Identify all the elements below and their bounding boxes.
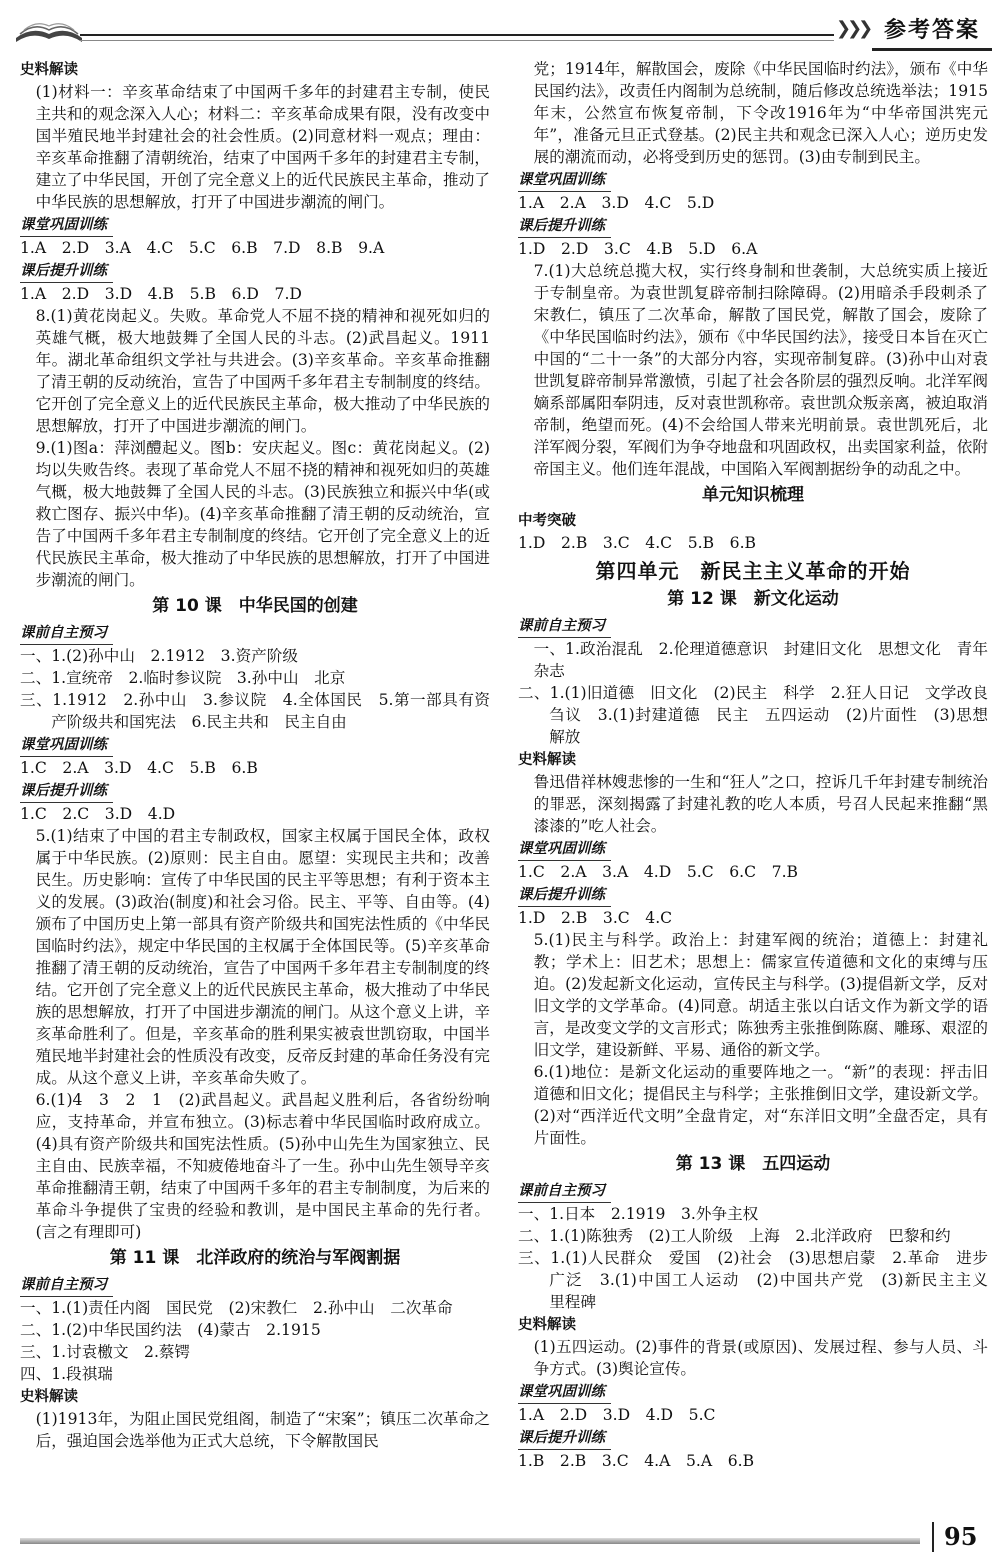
answer-paragraph: 鲁迅借祥林嫂悲惨的一生和“狂人”之口，控诉几千年封建专制统治的罪恶，深刻揭露了封建礼教的吃人本质，号召人民起来推翻“黑漆漆的”吃人社会。 [533,773,988,835]
answer-paragraph: 1.D 2.D 3.C 4.B 5.D 6.A [518,240,758,258]
subsection-heading: 中考突破 [518,513,576,529]
section-heading-row [518,1380,988,1404]
section-heading: 课后提升训练 [518,884,611,907]
answer-paragraph: 7.(1)大总统总揽大权，实行终身制和世袭制，大总统实质上接近于专制皇帝。为袁世凯复辟帝制扫除障碍。(2)用暗杀手段刺杀了宋教仁，镇压了二次革命，解散了国民党，解散了国会，废除了《中华民国临时约法》，颁布《中华民国约法》，接受日本旨在灭亡中国的“二十一条”的大部分内容，实现帝制复辟。(3)孙中山对袁世凯复辟帝制异常激愤，引起了社会各阶层的强烈反响。北洋军阀嫡系部属阳奉阴违，反对袁世凯称帝。袁世凯众叛亲离，被迫取消帝制，绝望而死。(4)不会给国人带来光明前景。袁世凯死后，北洋军阀分裂，军阀们为争夺地盘和巩固政权，出卖国家利益，依附帝国主义。他们连年混战，中国陷入军阀割据纷争的动乱之中。 [533,262,988,478]
answer-paragraph: 党；1914年，解散国会，废除《中华民国临时约法》，颁布《中华民国约法》，改责任内阁制为总统制，随后修改总统选举法；1915年末，公然宣布恢复帝制，下令改1916年为“中华帝国洪宪元年”，准备元旦正式登基。(2)民主共和观念已深入人心；逆历史发展的潮流而动，必将受到历史的惩罚。(3)由专制到民主。 [533,60,988,166]
section-heading-row [518,614,988,638]
section-heading-row [518,1179,988,1203]
header-rule-thin [80,40,834,41]
footer-divider [932,1522,934,1552]
section-heading: 课堂巩固训练 [518,838,611,861]
section-heading: 课堂巩固训练 [20,214,113,237]
section-heading: 课后提升训练 [518,215,611,238]
answer-paragraph: 1.A 2.D 3.D 4.D 5.C [518,1406,716,1424]
lesson-title: 第 11 课 北洋政府的统治与军阀割据 [109,1248,401,1268]
answer-paragraph: 三、1.讨袁檄文 2.蔡锷 [20,1343,191,1361]
section-heading: 课前自主预习 [518,1180,611,1203]
answer-paragraph: 二、1.(1)陈独秀 (2)工人阶级 上海 2.北洋政府 巴黎和约 [518,1227,951,1245]
section-heading-row [518,837,988,861]
answer-paragraph: 1.A 2.D 3.A 4.C 5.C 6.B 7.D 8.B 9.A [20,239,385,257]
subsection-heading: 史料解读 [518,752,576,768]
page-title: 参考答案 [872,14,992,51]
footer-bar [20,1538,920,1544]
answer-paragraph: (1)材料一：辛亥革命结束了中国两千多年的封建君主专制，使民主共和的观念深入人心；材料二：辛亥革命成果有限，没有改变中国半殖民地半封建社会的社会性质。(2)同意材料一观点；理由：辛亥革命推翻了清朝统治，结束了中国两千多年的封建君主专制，建立了中华民国，开创了完全意义上的近代民族民主革命，推动了中华民族的思想解放，打开了中国进步潮流的闸门。 [35,83,490,211]
lesson-title: 第 13 课 五四运动 [675,1154,831,1174]
answer-paragraph: 1.B 2.B 3.C 4.A 5.A 6.B [518,1452,755,1470]
answer-paragraph: (1)五四运动。(2)事件的背景(或原因)、发展过程、参与人员、斗争方式。(3)舆论宣传。 [533,1338,988,1378]
page-number: 95 [944,1522,978,1551]
answer-paragraph: 一、1.日本 2.1919 3.外争主权 [518,1205,759,1223]
section-heading: 课堂巩固训练 [518,1381,611,1404]
answer-paragraph: 5.(1)民主与科学。政治上：封建军阀的统治；道德上：封建礼教；学术上：旧艺术；思想上：儒家宣传道德和文化的束缚与压迫。(2)发起新文化运动，宣传民主与科学。(3)提倡新文学，反对旧文学的文学革命。(4)同意。胡适主张以白话文作为新文学的语言，是改变文学的文言形式；陈独秀主张推倒陈腐、雕琢、艰涩的旧文学，建设新鲜、平易、通俗的新文学。 [533,931,988,1059]
lesson-title: 第 12 课 新文化运动 [667,589,839,609]
section-heading: 课堂巩固训练 [20,734,113,757]
chevron-right-icon: ❯❯❯ [836,18,870,39]
section-heading-row [20,621,490,645]
section-heading-row [518,214,988,238]
section-heading-row [518,883,988,907]
answer-paragraph: 1.D 2.B 3.C 4.C [518,909,673,927]
answer-paragraph: 四、1.段祺瑞 [20,1365,113,1383]
answer-paragraph: 二、1.(1)旧道德 旧文化 (2)民主 科学 2.狂人日记 文学改良刍议 3.(1)封建道德 民主 五四运动 (2)片面性 (3)思想解放 [518,684,988,746]
answer-paragraph: 5.(1)结束了中国的君主专制政权，国家主权属于国民全体，政权属于中华民族。(2)原则：民主自由。愿望：实现民主共和；改善民生。历史影响：宣传了中华民国的民主平等思想；有利于资本主义的发展。(3)政治(制度)和社会习俗。民主、平等、自由等。(4)颁布了中国历史上第一部具有资产阶级共和国宪法性质的《中华民国临时约法》，规定中华民国的主权属于全体国民等。(5)辛亥革命推翻了清王朝的反动统治，宣告了中国两千多年君主专制制度的终结。它开创了完全意义上的近代民族民主革命，极大推动了中华民族的思想解放，打开了中国进步潮流的闸门。从这个意义上讲，辛亥革命胜利了。但是，辛亥革命的胜利果实被袁世凯窃取，中国半殖民地半封建社会的性质没有改变，反帝反封建的革命任务没有完成。从这个意义上讲，辛亥革命失败了。 [35,827,490,1087]
subsection-heading: 史料解读 [518,1317,576,1333]
unit-title: 第四单元 新民主主义革命的开始 [595,559,911,583]
answer-paragraph: 1.C 2.A 3.A 4.D 5.C 6.C 7.B [518,863,798,881]
answer-paragraph: 一、1.(1)责任内阁 国民党 (2)宋教仁 2.孙中山 二次革命 [20,1299,453,1317]
section-heading-row [20,733,490,757]
section-heading: 课前自主预习 [518,615,611,638]
left-column [20,58,490,1452]
section-heading: 课前自主预习 [20,1274,113,1297]
section-heading: 课前自主预习 [20,622,113,645]
answer-paragraph: 1.D 2.B 3.C 4.C 5.B 6.B [518,534,756,552]
section-heading: 课后提升训练 [20,780,113,803]
answer-paragraph: 一、1.(2)孙中山 2.1912 3.资产阶级 [20,647,298,665]
answer-paragraph: 1.A 2.A 3.D 4.C 5.D [518,194,715,212]
answer-paragraph: 1.C 2.C 3.D 4.D [20,805,176,823]
section-heading-row [20,1273,490,1297]
subsection-heading: 史料解读 [20,62,78,78]
answer-paragraph: 6.(1)地位：是新文化运动的重要阵地之一。“新”的表现：抨击旧道德和旧文化；提倡民主与科学；主张推倒旧文学，建设新文学。(2)对“西洋近代文明”全盘肯定，对“东洋旧文明”全盘否定，具有片面性。 [533,1063,988,1147]
section-heading: 课后提升训练 [518,1427,611,1450]
section-heading-row [20,259,490,283]
answer-paragraph: 9.(1)图a：萍浏醴起义。图b：安庆起义。图c：黄花岗起义。(2)均以失败告终。表现了革命党人不屈不挠的精神和视死如归的英雄气概，极大地鼓舞了全国人民的斗志。(3)民族独立和振兴中华(或救亡图存、振兴中华)。(4)辛亥革命推翻了清王朝的反动统治，宣告了中国两千多年君主专制制度的终结。它开创了完全意义上的近代民族民主革命，极大推动了中华民族的思想解放，打开了中国进步潮流的闸门。 [35,439,490,589]
answer-paragraph: 1.A 2.D 3.D 4.B 5.B 6.D 7.D [20,285,302,303]
answer-paragraph: 8.(1)黄花岗起义。失败。革命党人不屈不挠的精神和视死如归的英雄气概，极大地鼓舞了全国人民的斗志。(2)武昌起义。1911年。湖北革命组织文学社与共进会。(3)辛亥革命。辛亥革命推翻了清王朝的反动统治，宣告了中国两千多年君主专制制度的终结。它开创了完全意义上的近代民族民主革命，极大推动了中华民族的思想解放，打开了中国进步潮流的闸门。 [35,307,490,435]
section-heading-row [518,168,988,192]
answer-paragraph: 一、1.政治混乱 2.伦理道德意识 封建旧文化 思想文化 青年杂志 [533,640,988,680]
right-column [518,58,1004,1472]
section-heading: 课堂巩固训练 [518,169,611,192]
header-rule [80,34,834,36]
page-header [0,0,1004,56]
section-heading: 课后提升训练 [20,260,113,283]
lesson-title: 第 10 课 中华民国的创建 [152,596,358,616]
book-icon [14,16,84,46]
subsection-heading: 史料解读 [20,1389,78,1405]
answer-paragraph: 三、1.(1)人民群众 爱国 (2)社会 (3)思想启蒙 2.革命 进步 广泛 3.(1)中国工人运动 (2)中国共产党 (3)新民主主义 里程碑 [518,1249,1004,1311]
lesson-title: 单元知识梳理 [702,485,804,505]
answer-paragraph: (1)1913年，为阻止国民党组阁，制造了“宋案”；镇压二次革命之后，强迫国会选举他为正式大总统，下令解散国民 [35,1410,490,1450]
answer-paragraph: 二、1.宣统帝 2.临时参议院 3.孙中山 北京 [20,669,346,687]
section-heading-row [518,1426,988,1450]
answer-paragraph: 1.C 2.A 3.D 4.C 5.B 6.B [20,759,258,777]
section-heading-row [20,213,490,237]
answer-paragraph: 二、1.(2)中华民国约法 (4)蒙古 2.1915 [20,1321,321,1339]
section-heading-row [20,779,490,803]
answer-paragraph: 6.(1)4 3 2 1 (2)武昌起义。武昌起义胜利后，各省纷纷响应，支持革命，并宣布独立。(3)标志着中华民国临时政府成立。(4)具有资产阶级共和国宪法性质。(5)孙中山先生为国家独立、民主自由、民族幸福，不知疲倦地奋斗了一生。孙中山先生领导辛亥革命推翻清王朝，结束了中国两千多年的君主专制制度，为后来的革命斗争提供了宝贵的经验和教训，是中国民主革命的先行者。(言之有理即可) [35,1091,490,1241]
answer-paragraph: 三、1.1912 2.孙中山 3.参议院 4.全体国民 5.第一部具有资产阶级共和国宪法 6.民主共和 民主自由 [20,691,490,731]
